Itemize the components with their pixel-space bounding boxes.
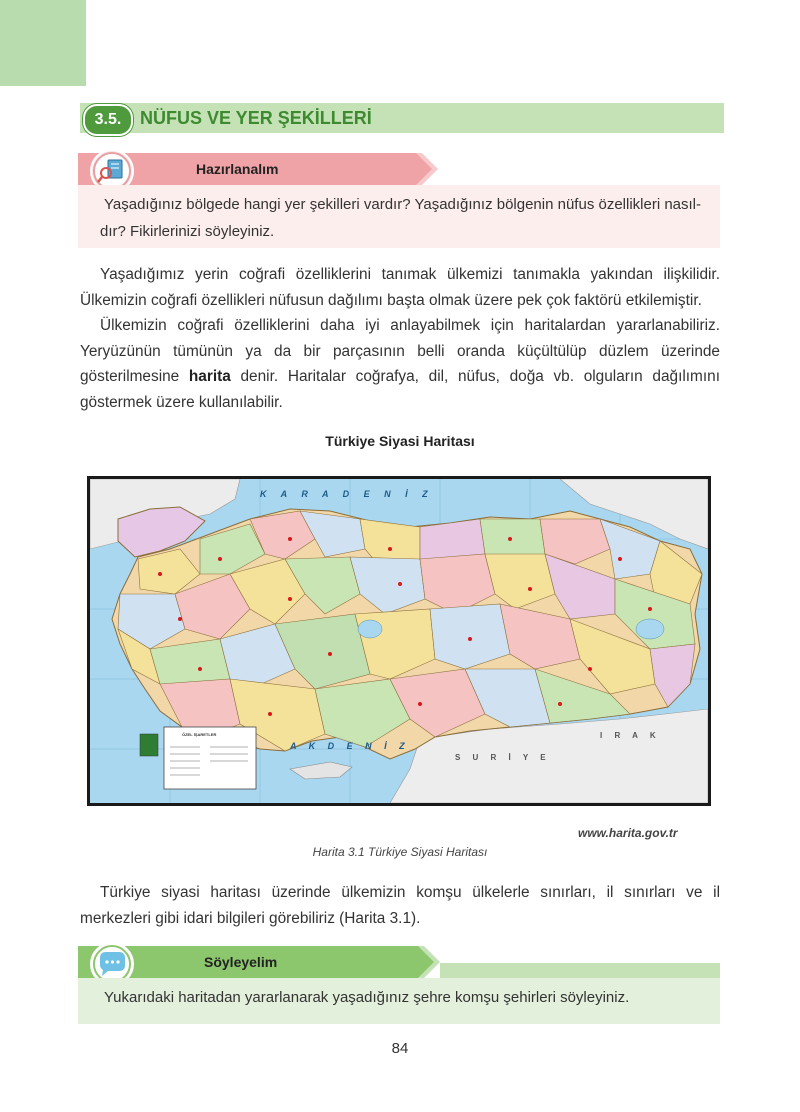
map-caption: Harita 3.1 Türkiye Siyasi Haritası	[312, 845, 488, 859]
section-header	[80, 103, 724, 133]
soyleyelim-box	[78, 946, 720, 1024]
map-source: www.harita.gov.tr	[578, 826, 678, 840]
page-number: 84	[391, 1040, 409, 1057]
hazirlanalim-box	[78, 153, 720, 248]
map-label-black-sea: K A R A D E N İ Z	[260, 489, 434, 499]
paragraph-3-wrap	[80, 880, 720, 931]
map-legend-title: ÖZEL İŞARETLER	[182, 732, 217, 737]
map-label-syria: S U R İ Y E	[455, 753, 551, 762]
term-harita: harita	[188, 368, 231, 385]
hazirlanalim-text: Yaşadığınız bölgede hangi yer şekilleri vardır? Yaşadığınız bölgenin nüfus özellikleri nasıl-dır? Fikirlerinizi söyleyiniz.	[78, 185, 720, 248]
map-title: Türkiye Siyasi Haritası	[325, 433, 475, 449]
map-label-iraq: I R A K	[600, 731, 661, 740]
corner-tab	[0, 0, 86, 86]
soyleyelim-text: Yukarıdaki haritadan yararlanarak yaşadığınız şehre komşu şehirleri söyleyiniz.	[78, 978, 720, 1024]
soyleyelim-banner	[78, 946, 720, 978]
hazirlanalim-banner	[78, 153, 720, 185]
turkey-political-map	[87, 476, 711, 806]
section-title: NÜFUS VE YER ŞEKİLLERİ	[140, 108, 372, 128]
intro-paragraphs	[80, 262, 720, 415]
paragraph-3: Türkiye siyasi haritası üzerinde ülkemizin komşu ülkelerle sınırları, il sınırları ve il merkezleri gibi idari bilgileri görebiliriz (Harita 3.1).	[80, 884, 720, 927]
section-number: 3.5.	[83, 104, 133, 136]
hazirlanalim-title: Hazırlanalım	[196, 161, 279, 177]
map-label-mediterranean: A K D E N İ Z	[290, 741, 410, 751]
soyleyelim-title: Söyleyelim	[204, 954, 278, 970]
paragraph-2: Ülkemizin coğrafi özelliklerini daha iyi anlayabilmek için haritalardan yararlanabiliriz. Yeryüzünün tümünün ya da bir parçasının belli oranda küçültülüp düzlem üzerinde gösterilmesine harita denir. Haritalar coğrafya, dil, nüfus, doğa vb. olguların dağılımını göstermek üzere kullanılabilir.	[80, 317, 720, 411]
paragraph-1: Yaşadığımız yerin coğrafi özelliklerini tanımak ülkemizi tanımakla yakından ilişkilidir. Ülkemizin coğrafi özellikleri nüfusun dağılımı başta olmak üzere pek çok faktörü etkilemiştir.	[80, 266, 720, 309]
